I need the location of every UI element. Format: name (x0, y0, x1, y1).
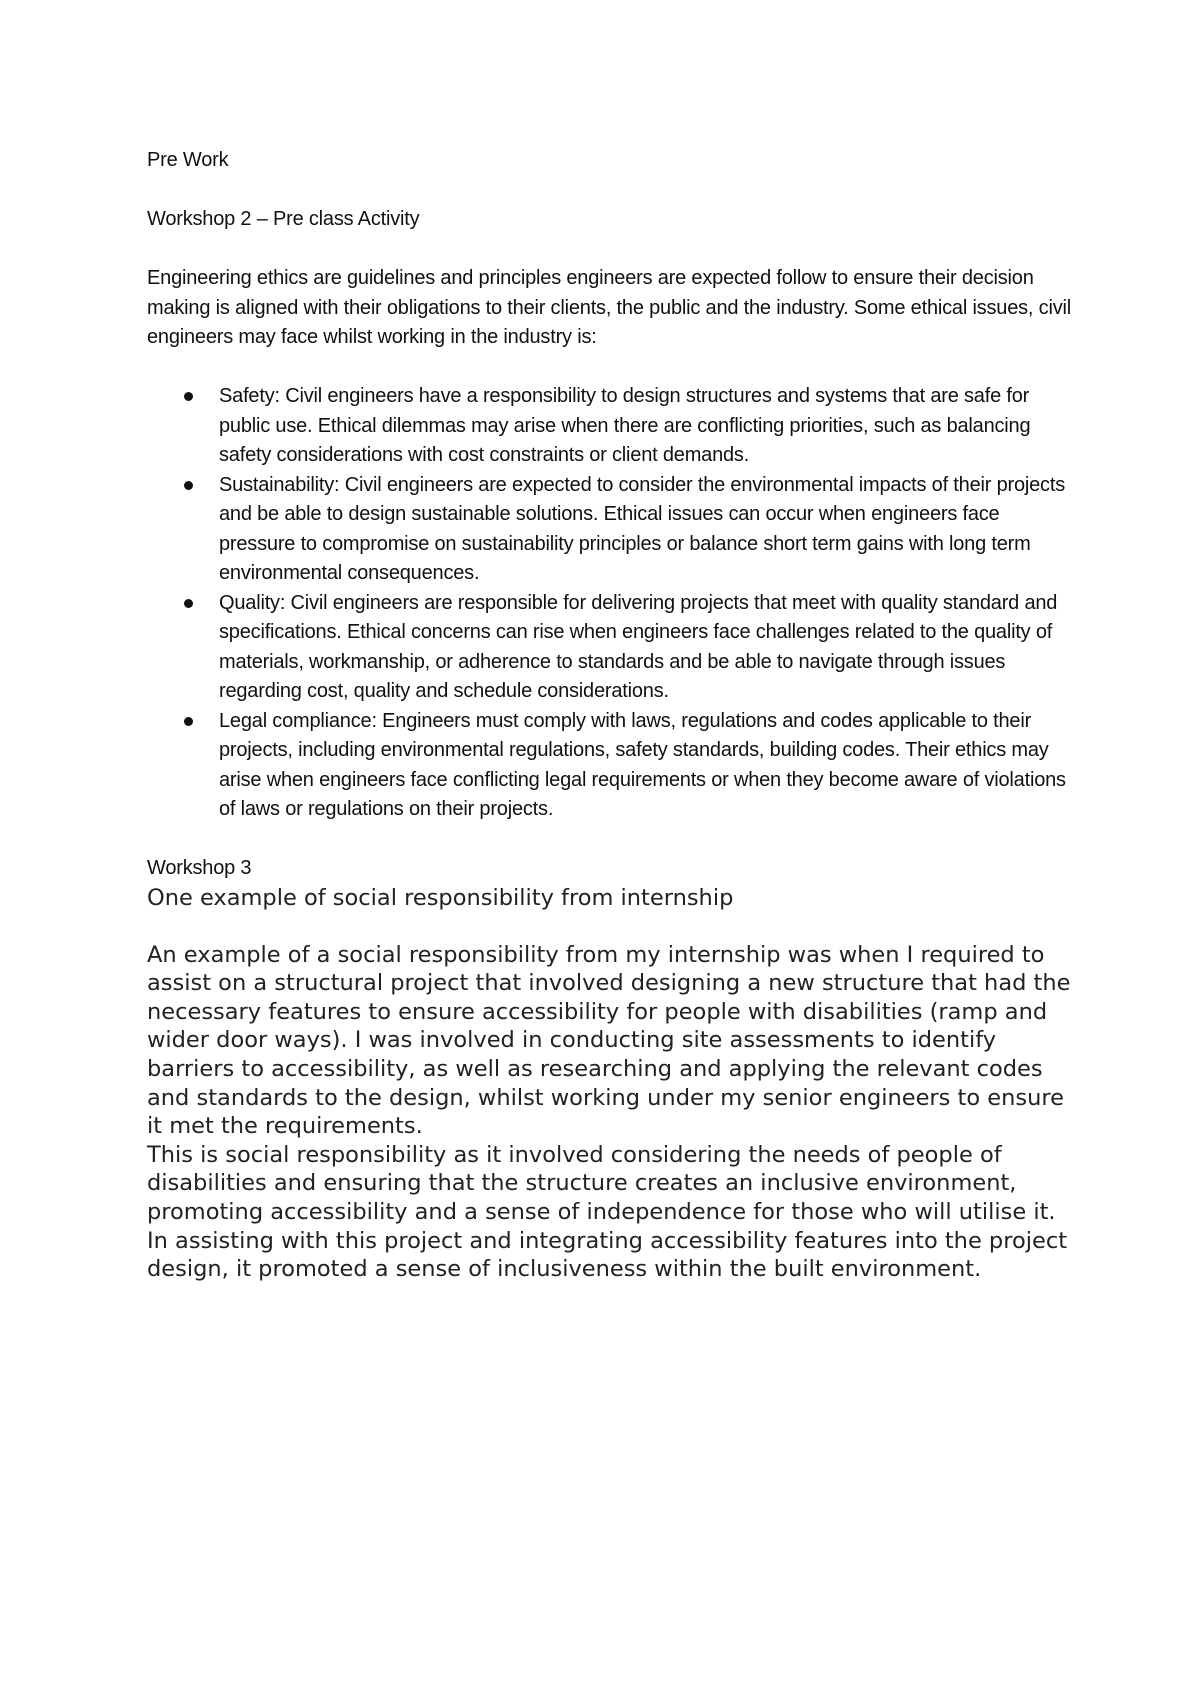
workshop-3-paragraph-1: An example of a social responsibility from my internship was when I required to assist on a structural project that involved designing a new structure that had the necessary features to ensure accessibility for people with disabilities (ramp and wider door ways). I was involved in conducting site assessments to identify barriers to accessibility, as well as researching and applying the relevant codes and standards to the design, whilst working under my senior engineers to ensure it met the requirements. (147, 941, 1071, 1140)
workshop-3-heading: Workshop 3 (147, 857, 252, 879)
bullet-icon (184, 392, 193, 401)
list-item-text: Sustainability: Civil engineers are expected to consider the environmental impacts of their projects and be able to design sustainable solutions. Ethical issues can occur when engineers face pressure to compromise on sustainability principles or balance short term gains with long term environmental consequences. (219, 473, 1065, 584)
workshop-3-subheading: One example of social responsibility from internship (147, 884, 734, 911)
list-item (147, 382, 1077, 471)
list-item (147, 471, 1077, 589)
bullet-icon (184, 717, 193, 726)
bullet-icon (184, 481, 193, 490)
workshop-3-paragraph-2: This is social responsibility as it involved considering the needs of people of disabilities and ensuring that the structure creates an inclusive environment, promoting accessibility and a sense of independence for those who will utilise it. In assisting with this project and integrating accessibility features into the project design, it promoted a sense of inclusiveness within the built environment. (147, 1141, 1068, 1283)
document-page (147, 146, 1077, 1284)
list-item-text: Quality: Civil engineers are responsible for delivering projects that meet with quality standard and specifications. Ethical concerns can rise when engineers face challenges related to the quality of materials, workmanship, or adherence to standards and be able to navigate through issues regarding cost, quality and schedule considerations. (219, 591, 1058, 702)
workshop-2-intro: Engineering ethics are guidelines and principles engineers are expected follow to ensure their decision making is aligned with their obligations to their clients, the public and the industry. Some ethical issues, civil engineers may face whilst working in the industry is: (147, 267, 1071, 348)
document-title: Pre Work (147, 149, 229, 171)
list-item (147, 589, 1077, 707)
list-item (147, 707, 1077, 825)
ethical-issues-list (147, 382, 1077, 825)
workshop-2-heading: Workshop 2 – Pre class Activity (147, 208, 420, 230)
list-item-text: Safety: Civil engineers have a responsibility to design structures and systems that are safe for public use. Ethical dilemmas may arise when there are conflicting priorities, such as balancing safety considerations with cost constraints or client demands. (219, 385, 1031, 466)
bullet-icon (184, 599, 193, 608)
list-item-text: Legal compliance: Engineers must comply with laws, regulations and codes applicable to their projects, including environmental regulations, safety standards, building codes. Their ethics may arise when engineers face conflicting legal requirements or when they become aware of violations of laws or regulations on their projects. (219, 709, 1066, 820)
